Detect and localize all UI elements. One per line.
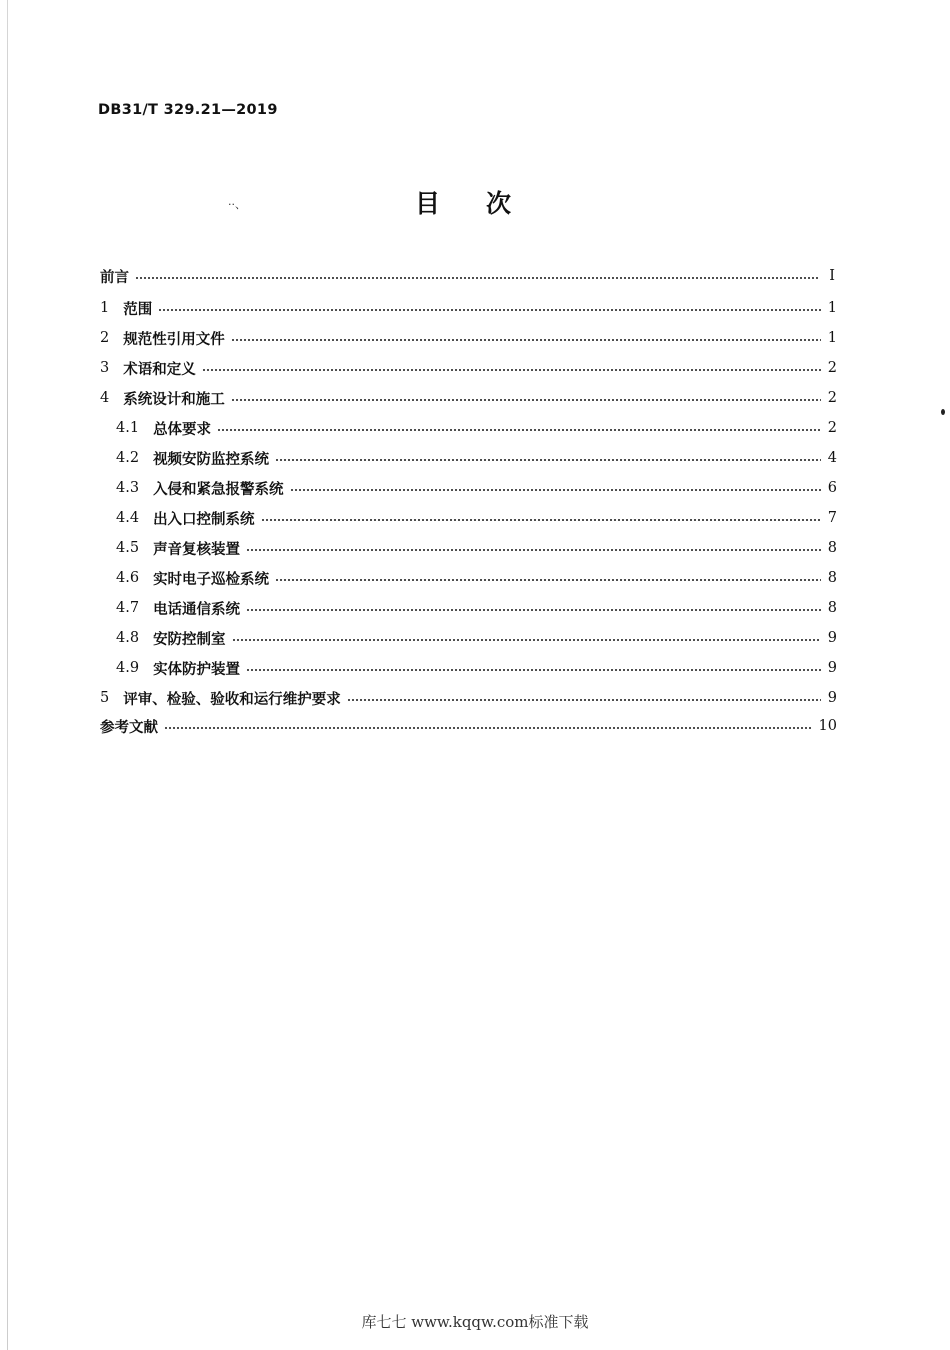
toc-entry-title: 参考文献 <box>100 719 158 736</box>
toc-entry-title: 总体要求 <box>153 421 212 438</box>
toc-entry-title: 声音复核装置 <box>153 541 241 558</box>
toc-entry-page: 9 <box>827 630 837 646</box>
toc-leader-dots <box>135 277 819 279</box>
toc-leader-dots <box>164 727 813 729</box>
toc-entry-5[interactable] <box>100 686 837 710</box>
toc-entry-page: 8 <box>827 570 837 586</box>
toc-entry-title: 安防控制室 <box>153 631 226 648</box>
toc-entry-4-3[interactable] <box>116 476 837 500</box>
toc-entry-title: 范围 <box>123 301 153 318</box>
toc-entry-title: 出入口控制系统 <box>153 511 255 528</box>
toc-entry-page: 9 <box>827 690 837 706</box>
toc-entry-page: 6 <box>827 480 837 496</box>
toc-entry-number: 4.5 <box>116 540 140 556</box>
toc-entry-page: 2 <box>827 420 837 436</box>
toc-entry-number: 4.2 <box>116 450 140 466</box>
toc-entry-number: 4.7 <box>116 600 140 616</box>
toc-entry-title: 系统设计和施工 <box>123 391 225 408</box>
toc-entry-page: 1 <box>827 300 837 316</box>
toc-entry-4-4[interactable] <box>116 506 837 530</box>
toc-leader-dots <box>246 609 821 611</box>
toc-entry-4-8[interactable] <box>116 626 837 650</box>
toc-entry-number: 2 <box>100 330 110 346</box>
toc-entry-page: 7 <box>827 510 837 526</box>
toc-leader-dots <box>217 429 821 431</box>
toc-entry-title: 规范性引用文件 <box>123 331 225 348</box>
toc-entry-number: 4 <box>100 390 110 406</box>
toc-entry-1[interactable] <box>100 296 837 320</box>
toc-entry-number: 4.1 <box>116 420 140 436</box>
toc-leader-dots <box>232 639 821 641</box>
toc-entry-4-7[interactable] <box>116 596 837 620</box>
toc-entry-bibliography[interactable] <box>100 714 837 738</box>
toc-entry-title: 入侵和紧急报警系统 <box>153 481 284 498</box>
toc-entry-title: 前言 <box>100 269 129 286</box>
toc-entry-4-2[interactable] <box>116 446 837 470</box>
toc-leader-dots <box>275 459 821 461</box>
toc-entry-title: 实时电子巡检系统 <box>153 571 270 588</box>
toc-leader-dots <box>158 309 821 311</box>
toc-entry-page: 1 <box>827 330 837 346</box>
standard-code: DB31/T 329.21—2019 <box>98 102 278 118</box>
toc-leader-dots <box>275 579 821 581</box>
toc-entry-4-9[interactable] <box>116 656 837 680</box>
toc-entry-4-1[interactable] <box>116 416 837 440</box>
toc-entry-page: 8 <box>827 600 837 616</box>
footer-watermark: 库七七 www.kqqw.com标准下载 <box>361 1313 589 1331</box>
toc-entry-page: 4 <box>827 450 837 466</box>
scan-artifact-marks: ··、 <box>228 198 246 211</box>
toc-entry-number: 4.4 <box>116 510 140 526</box>
toc-entry-4[interactable] <box>100 386 837 410</box>
toc-entry-4-6[interactable] <box>116 566 837 590</box>
toc-entry-page: 8 <box>827 540 837 556</box>
toc-title: 目次 <box>415 189 558 218</box>
toc-leader-dots <box>231 399 821 401</box>
toc-entry-page: 2 <box>827 390 837 406</box>
toc-entry-title: 电话通信系统 <box>153 601 241 618</box>
toc-entry-page: 10 <box>818 718 837 734</box>
toc-entry-number: 4.9 <box>116 660 140 676</box>
toc-leader-dots <box>290 489 821 491</box>
toc-entry-title: 评审、检验、验收和运行维护要求 <box>123 691 341 708</box>
toc-entry-number: 3 <box>100 360 110 376</box>
toc-leader-dots <box>202 369 821 371</box>
toc-leader-dots <box>246 549 821 551</box>
toc-entry-page: 2 <box>827 360 837 376</box>
toc-entry-2[interactable] <box>100 326 837 350</box>
toc-entry-title: 实体防护装置 <box>153 661 241 678</box>
toc-entry-title: 术语和定义 <box>123 361 196 378</box>
toc-entry-number: 4.6 <box>116 570 140 586</box>
toc-leader-dots <box>347 699 821 701</box>
toc-entry-page: I <box>829 268 835 284</box>
scan-edge-line <box>7 0 8 1350</box>
toc-entry-number: 5 <box>100 690 110 706</box>
toc-leader-dots <box>231 339 821 341</box>
toc-entry-number: 4.3 <box>116 480 140 496</box>
toc-entry-4-5[interactable] <box>116 536 837 560</box>
toc-entry-number: 1 <box>100 300 110 316</box>
scan-artifact-dot <box>941 409 945 415</box>
toc-entry-title: 视频安防监控系统 <box>153 451 270 468</box>
toc-leader-dots <box>246 669 821 671</box>
toc-entry-foreword[interactable] <box>100 264 835 288</box>
toc-entry-page: 9 <box>827 660 837 676</box>
toc-entry-3[interactable] <box>100 356 837 380</box>
toc-entry-number: 4.8 <box>116 630 140 646</box>
toc-leader-dots <box>261 519 821 521</box>
